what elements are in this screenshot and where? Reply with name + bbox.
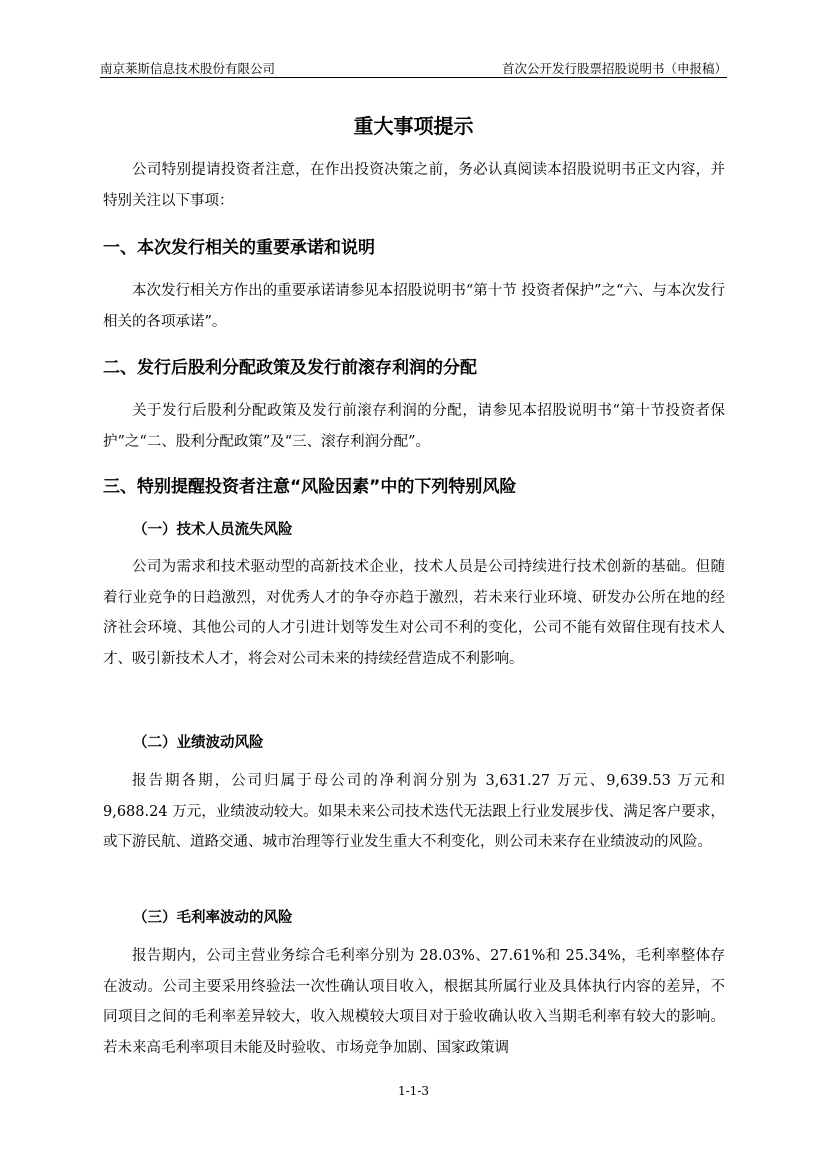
subsection-2-heading: （二）业绩波动风险 (133, 735, 264, 751)
subsection-1-body: 公司为需求和技术驱动型的高新技术企业，技术人员是公司持续进行技术创新的基础。但随着行业竞争的日趋激烈，对优秀人才的争夺亦趋于激烈，若未来行业环境、研发办公所在地的经济社会环境、其他公司的人才引进计划等发生对公司不利的变化，公司不能有效留住现有技术人才、吸引新技术人才，将会对公司未来的持续经营造成不利影响。 (103, 559, 725, 667)
page-title: 重大事项提示 (353, 114, 474, 138)
header-doc-title: 首次公开发行股票招股说明书（申报稿） (501, 61, 727, 76)
intro-paragraph: 公司特别提请投资者注意，在作出投资决策之前，务必认真阅读本招股说明书正文内容，并特别关注以下事项： (103, 162, 725, 209)
section-1-body: 本次发行相关方作出的重要承诺请参见本招股说明书“第十节 投资者保护”之“六、与本次发行相关的各项承诺”。 (103, 283, 725, 330)
section-3-heading: 三、特别提醒投资者注意“风险因素”中的下列特别风险 (103, 477, 517, 497)
subsection-3-body: 报告期内，公司主营业务综合毛利率分别为 28.03%、27.61%和 25.34%，毛利率整体存在波动。公司主要采用终验法一次性确认项目收入，根据其所属行业及具体执行内容的差异，不同项目之间的毛利率差异较大，收入规模较大项目对于验收确认收入当期毛利率有较大的影响。若未来高毛利率项目未能及时验收、市场竞争加剧、国家政策调 (103, 948, 725, 1056)
section-2-body: 关于发行后股利分配政策及发行前滚存利润的分配，请参见本招股说明书“第十节投资者保护”之“二、股利分配政策”及“三、滚存利润分配”。 (103, 403, 725, 450)
section-2-heading: 二、发行后股利分配政策及发行前滚存利润的分配 (103, 358, 477, 378)
subsection-3-heading: （三）毛利率波动的风险 (133, 910, 293, 926)
header-company: 南京莱斯信息技术股份有限公司 (100, 61, 276, 76)
section-1-heading: 一、本次发行相关的重要承诺和说明 (103, 238, 375, 258)
subsection-1-heading: （一）技术人员流失风险 (133, 522, 293, 538)
subsection-2-body: 报告期各期，公司归属于母公司的净利润分别为 3,631.27 万元、9,639.53 万元和 9,688.24 万元，业绩波动较大。如果未来公司技术迭代无法跟上行业发展步伐、满足客户要求，或下游民航、道路交通、城市治理等行业发生重大不利变化，则公司未来存在业绩波动的风险。 (103, 773, 725, 850)
page-number: 1-1-3 (397, 1084, 429, 1098)
header-rule (100, 77, 727, 78)
